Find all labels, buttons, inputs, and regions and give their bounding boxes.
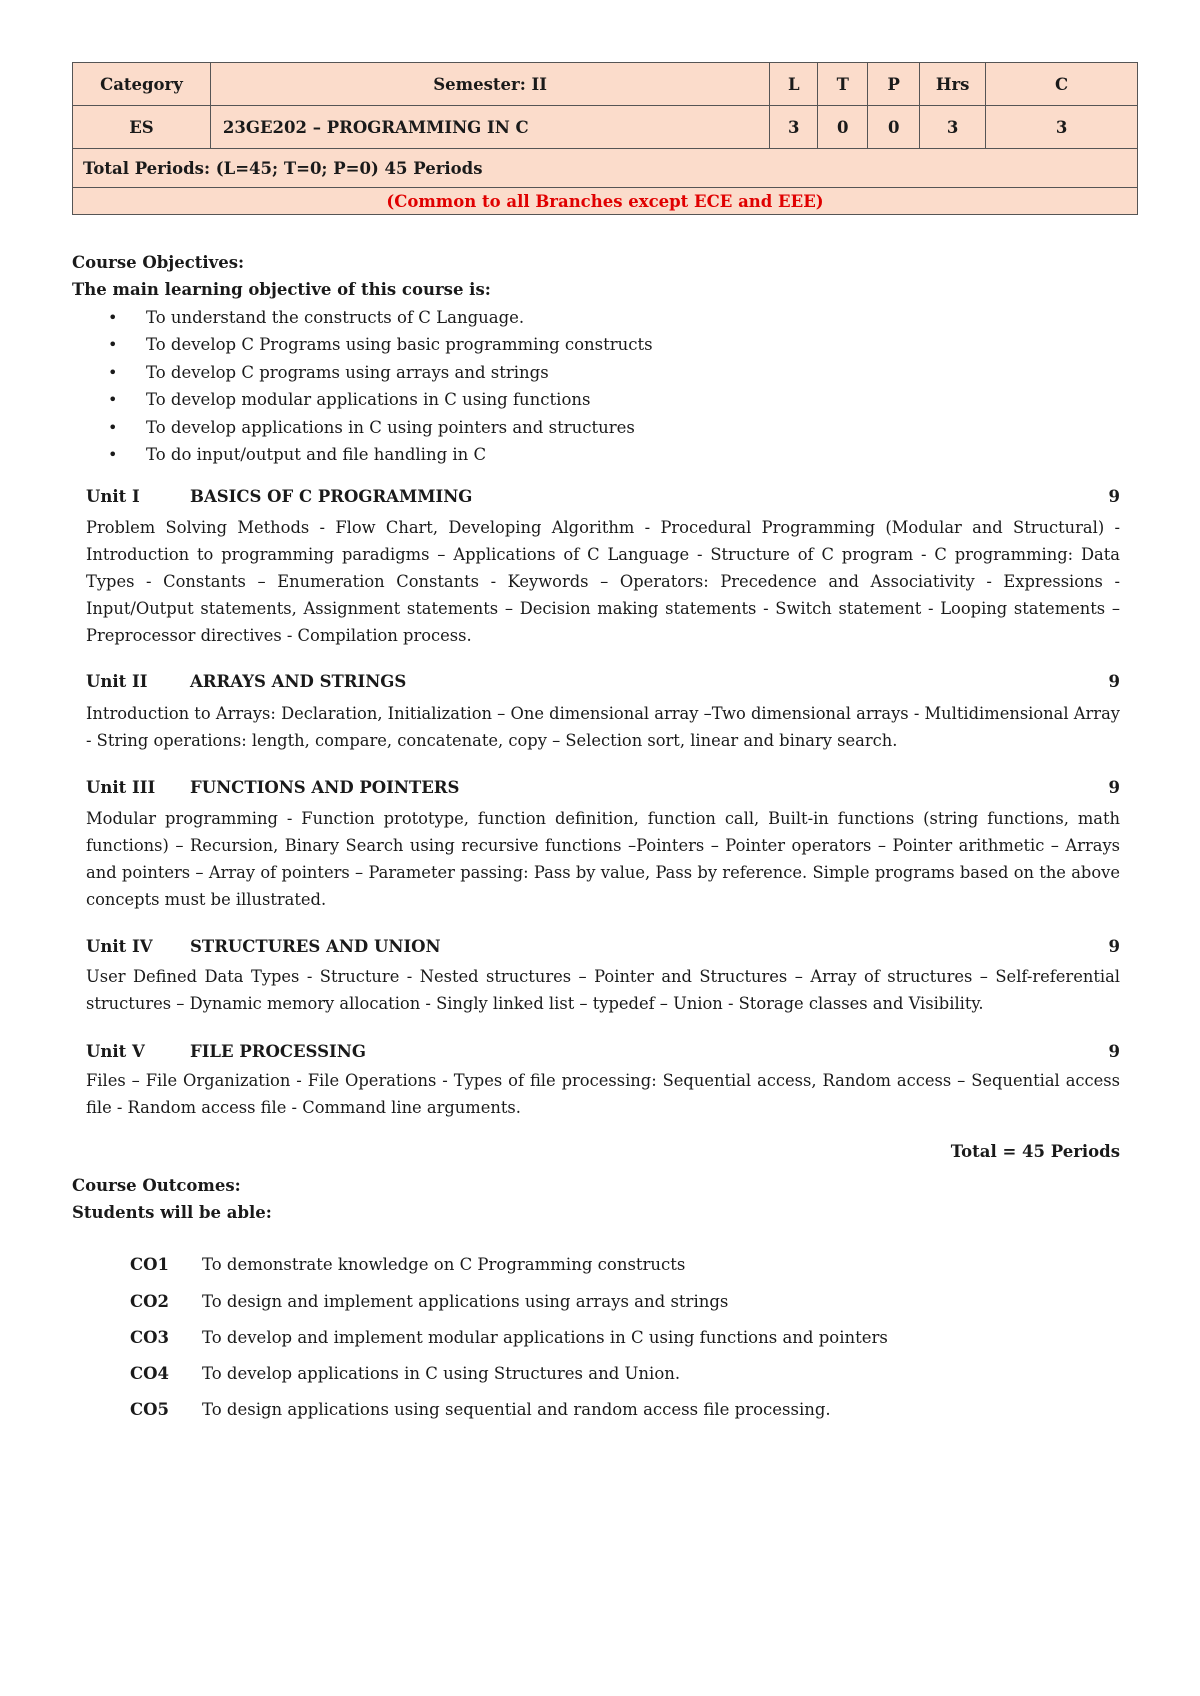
- bullet-icon: •: [108, 444, 118, 464]
- unit-number: Unit I: [86, 487, 140, 506]
- objective-item: • To do input/output and file handling in C: [108, 441, 653, 468]
- unit-title: ARRAYS AND STRINGS: [190, 672, 407, 691]
- total-periods-summary: Total = 45 Periods: [950, 1142, 1120, 1161]
- outcome-text: To design and implement applications using arrays and strings: [202, 1292, 729, 1311]
- cell-p: 0: [868, 106, 920, 149]
- bullet-icon: •: [108, 390, 118, 410]
- outcomes-heading: Course Outcomes:: [72, 1176, 241, 1195]
- unit-number: Unit IV: [86, 937, 153, 956]
- objectives-heading: Course Objectives:: [72, 253, 245, 272]
- bullet-icon: •: [108, 308, 118, 327]
- unit-title: BASICS OF C PROGRAMMING: [190, 487, 473, 506]
- unit-hours: 9: [1108, 487, 1120, 506]
- unit-3-body: Modular programming - Function prototype, function definition, function call, Built-in functions (string functions, math functions) – Recursion, Binary Search using recursive functions –Pointers – Pointer operators – Pointer arithmetic – Arrays and pointers – Array of pointers – Parameter passing: Pass by value, Pass by reference. Simple programs based on the above concepts must be illustrated.: [86, 809, 1120, 909]
- unit-title: STRUCTURES AND UNION: [190, 937, 441, 956]
- cell-l: 3: [770, 106, 818, 149]
- outcome-id: CO3: [130, 1328, 169, 1347]
- outcome-id: CO4: [130, 1364, 169, 1383]
- objective-item: • To develop applications in C using pointers and structures: [108, 414, 653, 441]
- unit-hours: 9: [1108, 672, 1120, 691]
- outcomes-intro: Students will be able:: [72, 1203, 272, 1222]
- cell-course-title: 23GE202 – PROGRAMMING IN C: [210, 106, 769, 149]
- outcome-id: CO2: [130, 1292, 169, 1311]
- col-c: C: [986, 63, 1138, 106]
- cell-category: ES: [73, 106, 211, 149]
- common-note-cell: (Common to all Branches except ECE and EEE): [73, 188, 1138, 215]
- outcome-id: CO1: [130, 1255, 169, 1274]
- unit-1-heading: [86, 484, 1120, 510]
- outcome-text: To design applications using sequential and random access file processing.: [202, 1400, 831, 1419]
- objective-item: • To develop C programs using arrays and strings: [108, 359, 653, 386]
- unit-2-body: Introduction to Arrays: Declaration, Initialization – One dimensional array –Two dimensional arrays - Multidimensional Array - String operations: length, compare, concatenate, copy – Selection sort, linear and binary search.: [86, 704, 1120, 750]
- unit-hours: 9: [1108, 778, 1120, 797]
- col-hrs: Hrs: [920, 63, 986, 106]
- total-periods-cell: Total Periods: (L=45; T=0; P=0) 45 Periods: [73, 149, 1138, 188]
- col-semester: Semester: II: [210, 63, 769, 106]
- total-periods-row: [73, 149, 1138, 188]
- objectives-list: [108, 304, 653, 468]
- course-header-table: [72, 62, 1138, 215]
- unit-4-heading: [86, 934, 1120, 960]
- outcome-text: To demonstrate knowledge on C Programming constructs: [202, 1255, 686, 1274]
- bullet-icon: •: [108, 335, 118, 355]
- bullet-icon: •: [108, 362, 118, 382]
- cell-t: 0: [818, 106, 868, 149]
- bullet-icon: •: [108, 417, 118, 437]
- col-l: L: [770, 63, 818, 106]
- unit-5-heading: [86, 1039, 1120, 1065]
- course-row: [73, 106, 1138, 149]
- cell-c: 3: [986, 106, 1138, 149]
- unit-2-heading: [86, 669, 1120, 695]
- unit-3-heading: [86, 775, 1120, 801]
- unit-5-body: Files – File Organization - File Operations - Types of file processing: Sequential access, Random access – Sequential access file - Random access file - Command line arguments.: [86, 1071, 1120, 1117]
- objective-item: • To develop C Programs using basic programming constructs: [108, 331, 653, 358]
- header-row: [73, 63, 1138, 106]
- outcome-id: CO5: [130, 1400, 169, 1419]
- unit-1-body: Problem Solving Methods - Flow Chart, Developing Algorithm - Procedural Programming (Modular and Structural) - Introduction to programming paradigms – Applications of C Language - Structure of C program - C programming: Data Types - Constants – Enumeration Constants - Keywords – Operators: Precedence and Associativity - Expressions - Input/Output statements, Assignment statements – Decision making statements - Switch statement - Looping statements – Preprocessor directives - Compilation process.: [86, 518, 1120, 645]
- col-t: T: [818, 63, 868, 106]
- objectives-intro: The main learning objective of this course is:: [72, 280, 491, 299]
- cell-hrs: 3: [920, 106, 986, 149]
- unit-hours: 9: [1108, 1042, 1120, 1061]
- outcome-text: To develop and implement modular applications in C using functions and pointers: [202, 1328, 888, 1347]
- unit-number: Unit II: [86, 672, 148, 691]
- unit-number: Unit V: [86, 1042, 145, 1061]
- col-p: P: [868, 63, 920, 106]
- objective-item: • To develop modular applications in C using functions: [108, 386, 653, 413]
- unit-4-body: User Defined Data Types - Structure - Nested structures – Pointer and Structures – Array of structures – Self-referential structures – Dynamic memory allocation - Singly linked list – typedef – Union - Storage classes and Visibility.: [86, 967, 1120, 1013]
- unit-hours: 9: [1108, 937, 1120, 956]
- unit-title: FUNCTIONS AND POINTERS: [190, 778, 460, 797]
- objective-item: • To understand the constructs of C Language.: [108, 304, 653, 331]
- unit-title: FILE PROCESSING: [190, 1042, 366, 1061]
- col-category: Category: [73, 63, 211, 106]
- common-note-row: [73, 188, 1138, 215]
- outcome-text: To develop applications in C using Structures and Union.: [202, 1364, 681, 1383]
- unit-number: Unit III: [86, 778, 156, 797]
